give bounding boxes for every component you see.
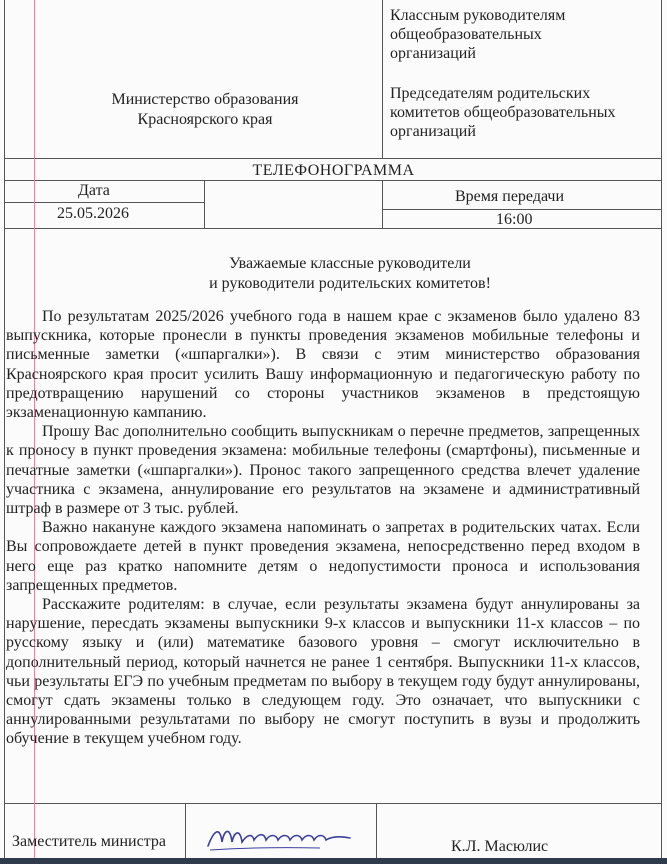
- recipients-committees: [390, 84, 616, 141]
- date-label: Дата: [78, 182, 110, 199]
- ministry-line-1: Министерство образования: [111, 91, 299, 108]
- signature-divider-2: [376, 803, 377, 858]
- border-right: [661, 0, 662, 864]
- table-bottom-line: [4, 228, 661, 229]
- border-left: [4, 0, 5, 864]
- recipient-line: Председателям родительских: [390, 85, 591, 102]
- greeting: [40, 254, 660, 294]
- sender-ministry: [40, 90, 370, 130]
- ministry-line-2: Красноярского края: [137, 111, 273, 128]
- date-value: 25.05.2026: [57, 205, 129, 222]
- time-value: 16:00: [496, 211, 533, 228]
- time-divider: [382, 180, 383, 228]
- time-label: Время передачи: [455, 188, 565, 205]
- signatory-name: К.Л. Масюлис: [451, 838, 549, 855]
- recipient-line: комитетов общеобразовательных: [390, 104, 616, 121]
- recipient-line: общеобразовательных: [390, 26, 542, 43]
- signature-top-line: [4, 803, 661, 804]
- paragraph: По результатам 2025/2026 учебного года в нашем крае с экзаменов было удалено 83 выпускника, которые пронесли в пункты проведения экзаменов мобильные телефоны и письменные заметки («шпаргалки»). В связи с этим министерство образования Красноярского края просит усилить Вашу информационную и педагогическую работу по предотвращению нарушений со стороны участников экзаменов в предстоящую экзаменационную кампанию.: [6, 308, 640, 422]
- time-row-line: [382, 209, 661, 210]
- date-divider: [204, 180, 205, 228]
- handwritten-signature: [200, 812, 360, 858]
- greeting-line-2: и руководители родительских комитетов!: [209, 275, 491, 292]
- paragraph: Важно накануне каждого экзамена напоминать о запретах в родительских чатах. Если Вы сопровождаете детей в пункт проведения экзамена, непосредственно перед входом в него еще раз кратко напомните детям о недопустимости проноса и использования запрещенных предметов.: [6, 519, 640, 594]
- header-bottom-line: [4, 158, 661, 159]
- recipient-line: Классным руководителям: [390, 7, 566, 24]
- document-title: ТЕЛЕФОНОГРАММА: [252, 162, 415, 179]
- recipients-teachers: [390, 6, 565, 63]
- recipient-line: организаций: [390, 45, 476, 62]
- signature-divider-1: [185, 803, 186, 858]
- screen-bottom-bar: [0, 858, 667, 864]
- signatory-role: Заместитель министра: [12, 833, 166, 850]
- greeting-line-1: Уважаемые классные руководители: [229, 255, 471, 272]
- title-bottom-line: [4, 180, 661, 181]
- paragraph: Прошу Вас дополнительно сообщить выпускникам о перечне предметов, запрещенных к проносу в пункт проведения экзамена: мобильные телефоны (смартфоны), письменные и печатные заметки («шпаргалки»). Пронос такого запрещенного средства влечет удаление участника с экзамена, аннулирование его результатов на экзамене и административный штраф в размере от 3 тыс. рублей.: [6, 423, 640, 518]
- paragraph: Расскажите родителям: в случае, если результаты экзамена будут аннулированы за нарушение, пересдать экзамены выпускники 9-х классов и выпускники 11-х классов – по русскому языку и (или) математике базового уровня – смогут исключительно в дополнительный период, который начнется не ранее 1 сентября. Выпускники 11-х классов, чьи результаты ЕГЭ по учебным предметам по выбору в текущем году будут аннулированы, смогут сдать экзамены только в следующем году. Это означает, что выпускники с аннулированными результатами по выбору не смогут поступить в вузы и продолжить обучение в текущем учебном году.: [6, 596, 640, 748]
- header-divider-vertical: [382, 0, 383, 158]
- letter-body: [6, 307, 640, 749]
- recipient-line: организаций: [390, 123, 476, 140]
